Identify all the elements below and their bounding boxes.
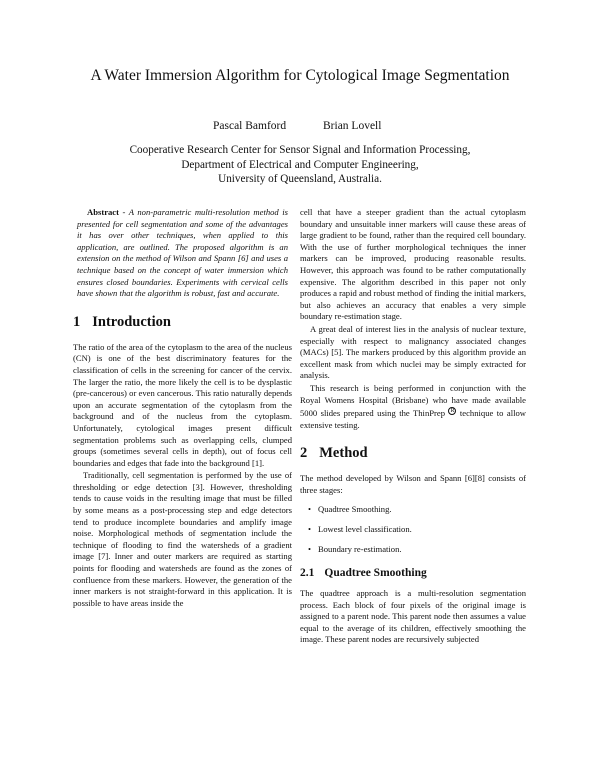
author-name: Brian Lovell [323, 120, 382, 132]
body-paragraph [300, 383, 526, 431]
body-paragraph: The method developed by Wilson and Spann [6][8] consists of three stages: [300, 473, 526, 495]
right-column [300, 207, 526, 647]
list-item: • Boundary re-estimation. [308, 544, 526, 556]
section-number: 1 [73, 313, 81, 330]
list-item: • Quadtree Smoothing. [308, 504, 526, 516]
left-column [73, 207, 292, 610]
body-paragraph: The ratio of the area of the cytoplasm to the area of the nucleus (CN) is one of the best discriminatory features for the classification of cells in the screening for cancer of the cervix. The larger the ratio, the more likely the cell is to be dysplastic (pre-cancerous) or even cancerous. This ratio naturally depends upon an accurate segmentation of the cytoplasm from the background and of the nucleus from the cytoplasm. Unfortunately, cytological images present difficult segmentation problems such as overlapping cells, clumped groups (sometimes several cells in depth), out of focus cell boundaries and edges that fade into the background [1]. [73, 341, 292, 468]
affiliation-line: University of Queensland, Australia. [218, 173, 382, 185]
author-name: Pascal Bamford [213, 120, 287, 132]
subsection-title: Quadtree Smoothing [324, 567, 427, 580]
abstract [73, 207, 292, 300]
subsection-number: 2.1 [300, 567, 315, 580]
body-paragraph: A great deal of interest lies in the analysis of nuclear texture, especially with respect to malignancy associated changes (MACs) [5]. The markers produced by this algorithm provide an excellent mask from which nuclei may be simply extracted for analysis. [300, 323, 526, 381]
subsection-heading-quadtree [300, 567, 526, 580]
section-heading-introduction [73, 314, 292, 330]
body-paragraph: cell that have a steeper gradient than the actual cytoplasm boundary and unsuitable inner markers will cause these areas of large gradient to be found, rather than the required cell boundary. With the use of further morphological techniques the inner markers can be improved, producing reasonable results. However, this approach was found to be rather computationally expensive. The algorithm described in this paper not only produces a rapid and robust method of finding the initial markers, but also achieves an accuracy that enables a very simple boundary re-estimation stage. [300, 207, 527, 322]
list-item: • Lowest level classification. [308, 524, 526, 536]
affiliation-line: Cooperative Research Center for Sensor Signal and Information Processing, [129, 144, 471, 156]
body-paragraph: The quadtree approach is a multi-resolution segmentation process. Each block of four pixels of the original image is assigned to a parent node. This parent node then assumes a value equal to the average of its children, effectively smoothing the image. These parent nodes are recursively subjected [300, 588, 526, 645]
registered-trademark-icon: R [450, 408, 455, 415]
affiliation-line: Department of Electrical and Computer Engineering, [181, 158, 419, 171]
paper-title: A Water Immersion Algorithm for Cytological Image Segmentation [90, 67, 510, 84]
abstract-label: Abstract [87, 207, 119, 217]
section-number: 2 [300, 445, 308, 462]
section-title: Method [319, 445, 368, 462]
paragraph-text: technique to allow extensive testing. [300, 407, 526, 430]
abstract-text: A non-parametric multi-resolution method is presented for cell segmentation and some of the advantages it has over other techniques, when applied to this application, are outlined. The proposed algorithm is an extension on the method of Wilson and Spann [6] and uses a technique based on the concept of water immersion which ensures closed boundaries. Experiments with cervical cells have shown that the algorithm is robust, fast and accurate. [77, 207, 288, 299]
stage-list [300, 504, 526, 555]
section-heading-method [300, 445, 526, 461]
paragraph-text: This research is being performed in conjunction with the Royal Womens Hospital (Brisbane) who have made available 5000 slides prepared using the ThinPrep [300, 382, 526, 418]
section-title: Introduction [92, 313, 171, 330]
body-paragraph: Traditionally, cell segmentation is performed by the use of thresholding or edge detection [3]. However, thresholding tends to cause voids in the resulting image that must be filled by some means as a post-processing step and edge detectors tend to produce incomplete boundaries and amplify image noise. Morphological methods of segmentation include the technique of flooding to find the watersheds of a gradient image [7]. Inner and outer markers are required as starting points for flooding and watersheds are found as the zones of confluence from these markers. However, the generation of the inner markers is not straight-forward in this application. It is possible to have areas inside the [73, 470, 292, 608]
affiliation [60, 143, 540, 187]
abstract-dash: - [118, 207, 129, 217]
